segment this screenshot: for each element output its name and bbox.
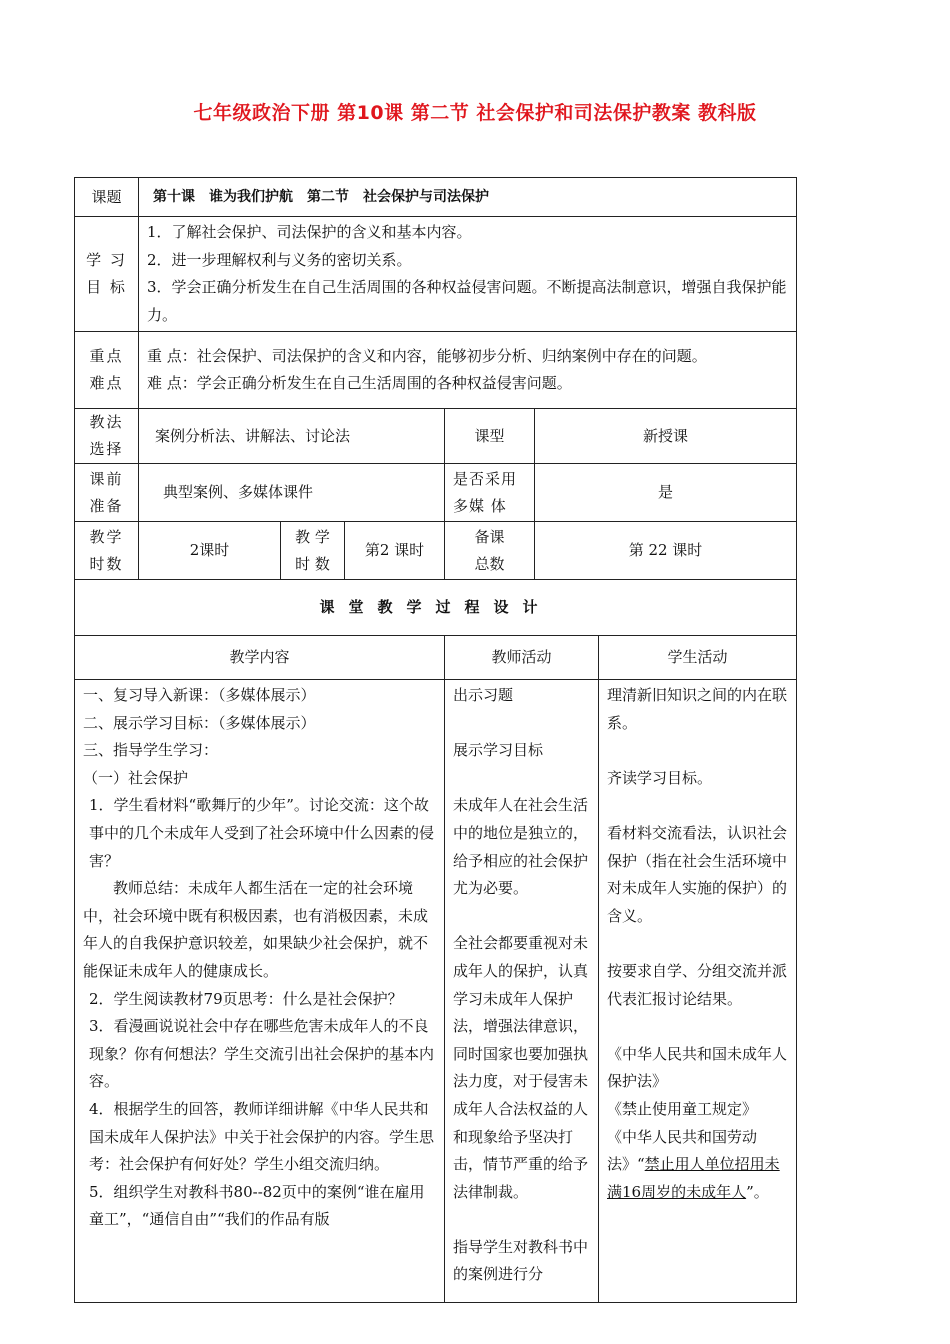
lesson-number-label (281, 522, 345, 580)
content-line: 一、复习导入新课：（多媒体展示） (83, 686, 316, 704)
content-line: 1．学生看材料“歌舞厅的少年”。讨论交流：这个故事中的几个未成年人受到了社会环境中什么因素的侵害？ (89, 796, 435, 870)
teacher-line: 出示习题 (453, 686, 514, 704)
content-line: 三、指导学生学习： (83, 741, 219, 760)
prep-label-line1: 课前 (89, 469, 124, 488)
objectives-label-line1: 学 习 (86, 251, 127, 269)
teacher-line: 展示学习目标 (453, 741, 544, 760)
content-line: 3．看漫画说说社会中存在哪些危害未成年人的不良现象？你有何想法？学生交流引出社会保护的基本内容。 (89, 1017, 435, 1091)
teacher-line: 指导学生对教科书中的案例进行分 (453, 1237, 589, 1284)
key-points-label-line2: 难点 (89, 374, 124, 392)
difficult-point: 难 点：学会正确分析发生在自己生活周围的各种权益侵害问题。 (147, 374, 572, 392)
prep-value: 典型案例、多媒体课件 (139, 464, 445, 522)
multimedia-label (445, 464, 535, 522)
process-body-row (75, 680, 797, 1303)
prep-row (75, 464, 797, 522)
content-line: （一）社会保护 (83, 768, 189, 787)
lesson-number-value: 第2 课时 (345, 522, 445, 580)
method-label (75, 409, 139, 464)
key-points-label (75, 332, 139, 409)
hours-label-line2: 时数 (89, 554, 124, 573)
objectives-list (139, 217, 797, 332)
hours-label-line1: 教学 (89, 527, 124, 546)
method-row (75, 409, 797, 464)
column-header-row (75, 636, 797, 680)
lesson-type-value: 新授课 (535, 409, 797, 464)
total-lessons-value: 第 22 课时 (535, 522, 797, 580)
key-points-content (139, 332, 797, 409)
prep-label-line2: 准备 (89, 496, 124, 515)
student-line: 按要求自学、分组交流并派代表汇报讨论结果。 (607, 961, 788, 1008)
column-header-teacher: 教师活动 (445, 636, 599, 680)
topic-label: 课题 (75, 178, 139, 217)
objectives-label-line2: 目 标 (86, 278, 127, 296)
lesson-plan-table (74, 177, 797, 1303)
column-header-student: 学生活动 (599, 636, 797, 680)
lesson-number-label-line1: 教 学 (295, 527, 330, 546)
topic-value: 第十课 谁为我们护航 第二节 社会保护与司法保护 (139, 178, 797, 217)
teaching-content-cell (75, 680, 445, 1303)
column-header-content: 教学内容 (75, 636, 445, 680)
total-lessons-label (445, 522, 535, 580)
process-heading: 课堂教学过程设计 (75, 580, 797, 636)
student-line: 看材料交流看法，认识社会保护（指在社会生活环境中对未成年人实施的保护）的含义。 (607, 823, 788, 925)
objective-item: 3．学会正确分析发生在自己生活周围的各种权益侵害问题。不断提高法制意识，增强自我保护能力。 (147, 278, 787, 324)
content-line: 5．组织学生对教科书80--82页中的案例“谁在雇用童工”，“通信自由”“我们的作品有版 (89, 1182, 425, 1229)
student-line (607, 1124, 790, 1207)
student-line: 《中华人民共和国未成年人保护法》 (607, 1044, 788, 1091)
law-quote: 禁止用人单位招用未满16周岁的未成年人 (607, 1155, 780, 1201)
student-line: 《禁止使用童工规定》 (607, 1099, 758, 1118)
student-line: 理清新旧知识之间的内在联系。 (607, 686, 788, 732)
content-line: 二、展示学习目标：（多媒体展示） (83, 713, 316, 732)
lesson-number-label-line2: 时 数 (295, 554, 330, 573)
total-lessons-label-line1: 备课 (474, 527, 505, 546)
hours-label (75, 522, 139, 580)
method-label-line2: 选择 (89, 440, 124, 458)
content-line: 2．学生阅读教材79页思考：什么是社会保护？ (89, 989, 403, 1008)
content-line: 教师总结：未成年人都生活在一定的社会环境中，社会环境中既有积极因素，也有消极因素，未成年人的自我保护意识较差，如果缺少社会保护，就不能保证未成年人的健康成长。 (83, 879, 429, 980)
method-label-line1: 教法 (89, 413, 124, 431)
method-value: 案例分析法、讲解法、讨论法 (139, 409, 445, 464)
teacher-activity-cell (445, 680, 599, 1303)
multimedia-label-line1: 是否采用 (453, 469, 518, 488)
teacher-line: 未成年人在社会生活中的地位是独立的，给予相应的社会保护尤为必要。 (453, 796, 589, 898)
law-quote-end: ”。 (746, 1182, 769, 1201)
total-lessons-label-line2: 总数 (474, 554, 505, 573)
objective-item: 2．进一步理解权利与义务的密切关系。 (147, 250, 412, 269)
hours-row (75, 522, 797, 580)
multimedia-value: 是 (535, 464, 797, 522)
lesson-type-label: 课型 (445, 409, 535, 464)
objectives-row (75, 217, 797, 332)
student-line: 齐读学习目标。 (607, 768, 713, 787)
prep-label (75, 464, 139, 522)
process-heading-row (75, 580, 797, 636)
topic-row (75, 178, 797, 217)
law-name: 《中华人民共和国劳动法》“ (607, 1127, 758, 1174)
key-points-label-line1: 重点 (89, 347, 124, 365)
key-points-row (75, 332, 797, 409)
objectives-label (75, 217, 139, 332)
objective-item: 1．了解社会保护、司法保护的含义和基本内容。 (147, 223, 472, 241)
student-activity-cell (599, 680, 797, 1303)
hours-value: 2课时 (139, 522, 281, 580)
content-line: 4．根据学生的回答，教师详细讲解《中华人民共和国未成年人保护法》中关于社会保护的内容。学生思考：社会保护有何好处？学生小组交流归纳。 (89, 1099, 435, 1174)
key-point: 重 点：社会保护、司法保护的含义和内容，能够初步分析、归纳案例中存在的问题。 (147, 346, 707, 365)
teacher-line: 全社会都要重视对未成年人的保护，认真学习未成年人保护法，增强法律意识，同时国家也要加强执法力度，对于侵害未成年人合法权益的人和现象给予坚决打击，情节严重的给予法律制裁。 (453, 934, 589, 1201)
page-title: 七年级政治下册 第10课 第二节 社会保护和司法保护教案 教科版 (193, 102, 757, 124)
multimedia-label-line2: 多媒 体 (453, 496, 507, 515)
